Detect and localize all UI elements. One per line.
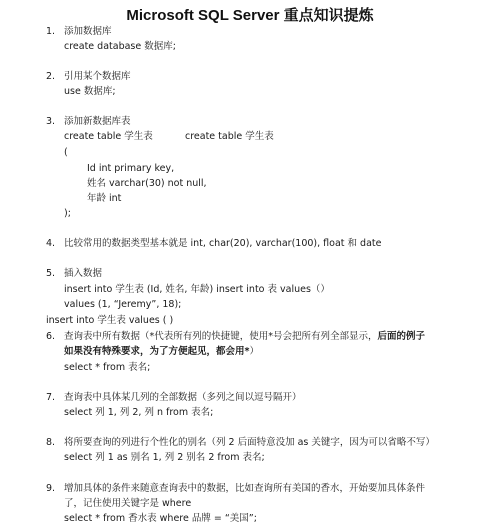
code-line: select 列 1, 列 2, 列 n from 表名; [64,407,214,418]
item-number: 6. [46,331,56,342]
item-number: 2. [46,71,56,82]
code-line: ); [64,208,71,219]
item-heading: 增加具体的条件来随意查询表中的数据，比如查询所有美国的香水，开始要加具体条件 [64,483,426,494]
code-line: insert into 学生表 (Id, 姓名, 年龄) insert into 表 values（） [64,284,330,295]
code-line: create database 数据库; [64,41,176,52]
heading-emphasis: 后面的例子 [377,331,426,342]
item-heading: 将所要查询的列进行个性化的别名（列 2 后面特意没加 as 关键字，因为可以省略不写） [64,437,435,448]
code-line: 姓名 varchar(30) not null, [87,178,207,189]
heading-emphasis: 如果没有特殊要求，为了方便起见，都会用* [64,346,250,357]
item-number: 7. [46,392,56,403]
code-line: values (1, “Jeremy”, 18); [64,299,182,310]
code-line: create table 学生表 [185,131,274,142]
code-line: select * from 表名; [64,362,151,373]
item-heading: 插入数据 [64,268,103,279]
page-title: Microsoft SQL Server 重点知识提炼 [126,7,374,24]
item-heading: 引用某个数据库 [64,71,131,82]
item-heading-cont: 了，记住使用关键字是 where [64,498,192,509]
code-line: Id int primary key, [87,163,175,174]
code-line: select * from 香水表 where 品牌 = “美国”; [64,513,257,524]
item-number: 3. [46,116,56,127]
code-line: 年龄 int [87,193,122,204]
item-number: 4. [46,238,56,249]
code-line: ( [64,147,68,158]
item-heading: 添加数据库 [64,26,112,37]
heading-text: 查询表中所有数据（*代表所有列的快捷键，使用*号会把所有列全部显示， [64,331,378,342]
item-heading: 比较常用的数据类型基本就是 int, char(20), varchar(100), float 和 date [64,238,382,249]
heading-text: ） [249,346,259,357]
item-number: 9. [46,483,56,494]
item-heading-cont [64,346,259,358]
item-heading: 添加新数据库表 [64,116,131,127]
item-number: 5. [46,268,56,279]
item-heading: 查询表中具体某几列的全部数据（多列之间以逗号隔开） [64,392,302,403]
code-line: insert into 学生表 values ( ) [46,315,174,326]
code-line: select 列 1 as 别名 1, 列 2 别名 2 from 表名; [64,452,265,463]
code-line: use 数据库; [64,86,116,97]
item-number: 8. [46,437,56,448]
code-line: create table 学生表 [64,131,153,142]
item-number: 1. [46,26,56,37]
item-heading [64,331,425,343]
